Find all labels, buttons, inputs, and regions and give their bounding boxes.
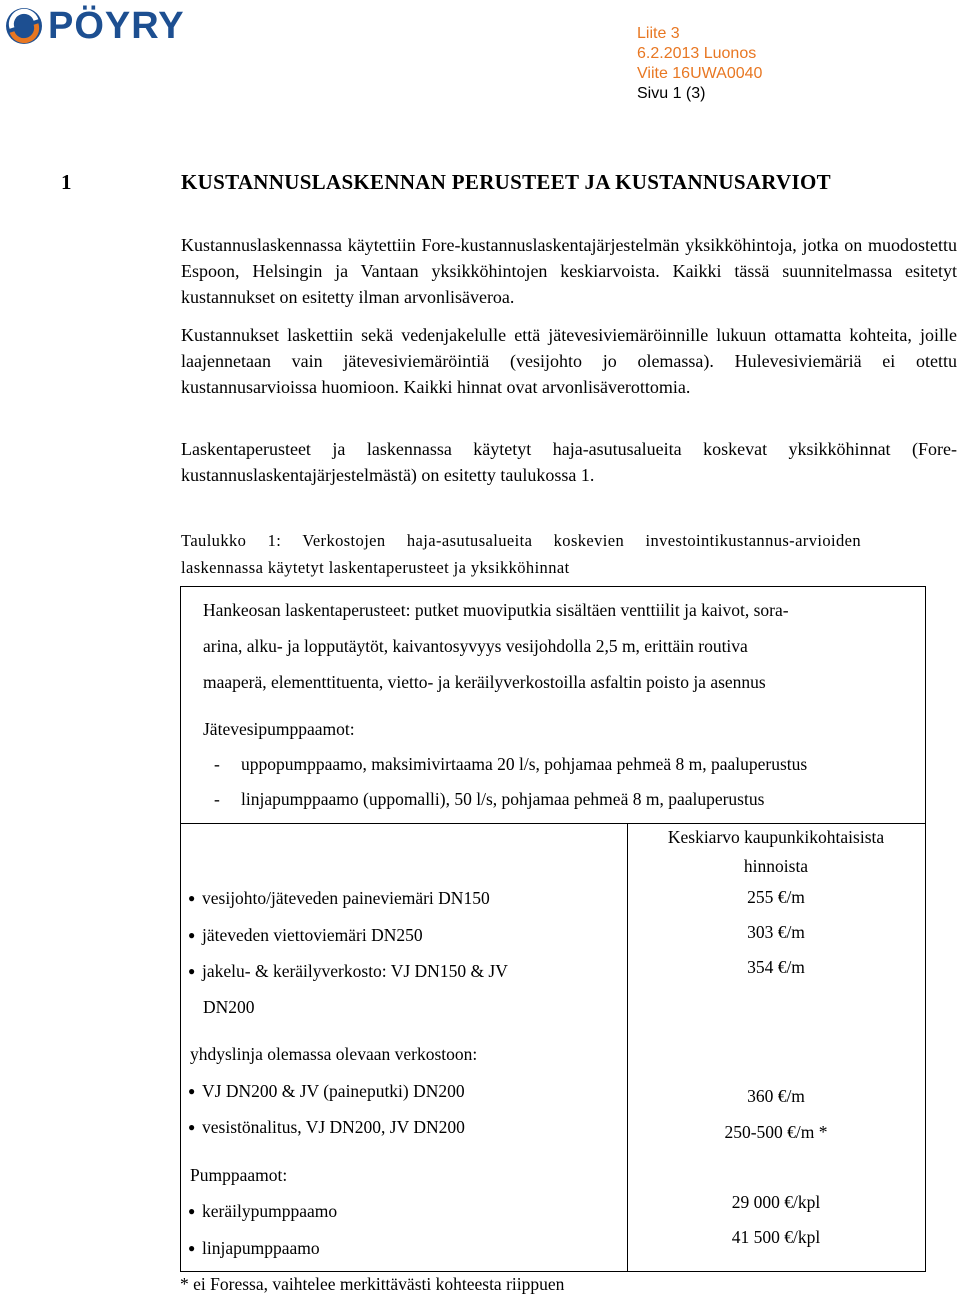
basis-line-3: maaperä, elementtituenta, vietto- ja keräilyverkostoilla asfaltin poisto ja asennus [203, 672, 766, 692]
meta-attachment: Liite 3 [637, 25, 680, 42]
pump-dash-2: - [214, 789, 220, 809]
pumping-price-1: 29 000 €/kpl [731, 1192, 821, 1212]
pumping-item-2: ● linjapumppaamo [188, 1238, 320, 1258]
network-item-3: ● jakelu- & keräilyverkosto: VJ DN150 & JV [188, 961, 508, 981]
poyry-logo-icon [4, 6, 44, 46]
bullet-icon: ● [188, 891, 196, 905]
connection-item-1: ● VJ DN200 & JV (paineputki) DN200 [188, 1081, 465, 1101]
paragraph-1: Kustannuslaskennassa käytettiin Fore-kustannuslaskentajärjestelmän yksikköhintoja, jotka on muodostettu Espoon, Helsingin ja Vantaan yksikköhintojen keskiarvoista. Kaikki tässä suunnitelmassa esitetyt kustannukset on esitetty ilman arvonlisäveroa. [181, 235, 957, 307]
pumping-item-1: ● keräilypumppaamo [188, 1201, 338, 1221]
pumping-price-2: 41 500 €/kpl [731, 1227, 821, 1247]
meta-page: Sivu 1 (3) [637, 85, 706, 102]
bullet-icon: ● [188, 964, 196, 978]
table-caption: Taulukko 1: Verkostojen haja-asutusalueita koskevien investointikustannus-arvioiden laskennassa käytetyt laskentaperusteet ja yksikköhinnat [181, 531, 861, 577]
network-price-3: 354 €/m [747, 957, 805, 977]
connection-price-1: 360 €/m [747, 1086, 805, 1106]
paragraph-2: Kustannukset laskettiin sekä vedenjakelulle että jätevesiviemäröinnille lukuun ottamatta kohteita, joille laajennetaan vain jätevesiviemäröintiä (vesijohto jo olemassa). Hulevesiviemäriä ei otettu kustannusarvioissa huomioon. Kaikki hinnat ovat arvonlisäverottomia. [181, 325, 957, 397]
pump-item-2: linjapumppaamo (uppomalli), 50 l/s, pohjamaa pehmeä 8 m, paaluperustus [241, 789, 765, 809]
table-footnote: * ei Foressa, vaihtelee merkittävästi kohteesta riippuen [180, 1274, 565, 1294]
meta-reference: Viite 16UWA0040 [637, 65, 763, 82]
section-number: 1 [61, 170, 72, 194]
network-item-3-continued: DN200 [203, 997, 255, 1017]
section-title: KUSTANNUSLASKENNAN PERUSTEET JA KUSTANNUSARVIOT [181, 170, 831, 194]
connection-title: yhdyslinja olemassa olevaan verkostoon: [190, 1044, 478, 1064]
bullet-icon: ● [188, 1084, 196, 1098]
connection-price-2: 250-500 €/m * [724, 1122, 828, 1142]
network-item-2: ● jäteveden viettoviemäri DN250 [188, 925, 423, 945]
table-divider-horizontal [180, 823, 926, 824]
pump-item-1: uppopumppaamo, maksimivirtaama 20 l/s, pohjamaa pehmeä 8 m, paaluperustus [241, 754, 808, 774]
logo-text: PÖYRY [48, 5, 185, 47]
price-header-line-2: hinnoista [743, 856, 809, 876]
poyry-logo [4, 6, 185, 46]
basis-line-1: Hankeosan laskentaperusteet: putket muoviputkia sisältäen venttiilit ja kaivot, sora- [203, 600, 789, 620]
pumps-title: Jätevesipumppaamot: [203, 719, 355, 739]
document-meta [637, 24, 762, 104]
paragraph-3: Laskentaperusteet ja laskennassa käytetyt haja-asutusalueita koskevat yksikköhinnat (Fore-kustannuslaskentajärjestelmästä) on esitetty taulukossa 1. [181, 439, 957, 485]
network-price-1: 255 €/m [747, 887, 805, 907]
connection-item-2: ● vesistönalitus, VJ DN200, JV DN200 [188, 1117, 465, 1137]
pumping-title: Pumppaamot: [190, 1165, 288, 1185]
bullet-icon: ● [188, 928, 196, 942]
bullet-icon: ● [188, 1120, 196, 1134]
network-price-2: 303 €/m [747, 922, 805, 942]
bullet-icon: ● [188, 1204, 196, 1218]
bullet-icon: ● [188, 1241, 196, 1255]
price-header-line-1: Keskiarvo kaupunkikohtaisista [667, 827, 885, 847]
meta-date: 6.2.2013 Luonos [637, 45, 757, 62]
pump-dash-1: - [214, 754, 220, 774]
basis-line-2: arina, alku- ja lopputäytöt, kaivantosyvyys vesijohdolla 2,5 m, erittäin routiva [203, 636, 748, 656]
network-item-1: ● vesijohto/jäteveden paineviemäri DN150 [188, 888, 490, 908]
